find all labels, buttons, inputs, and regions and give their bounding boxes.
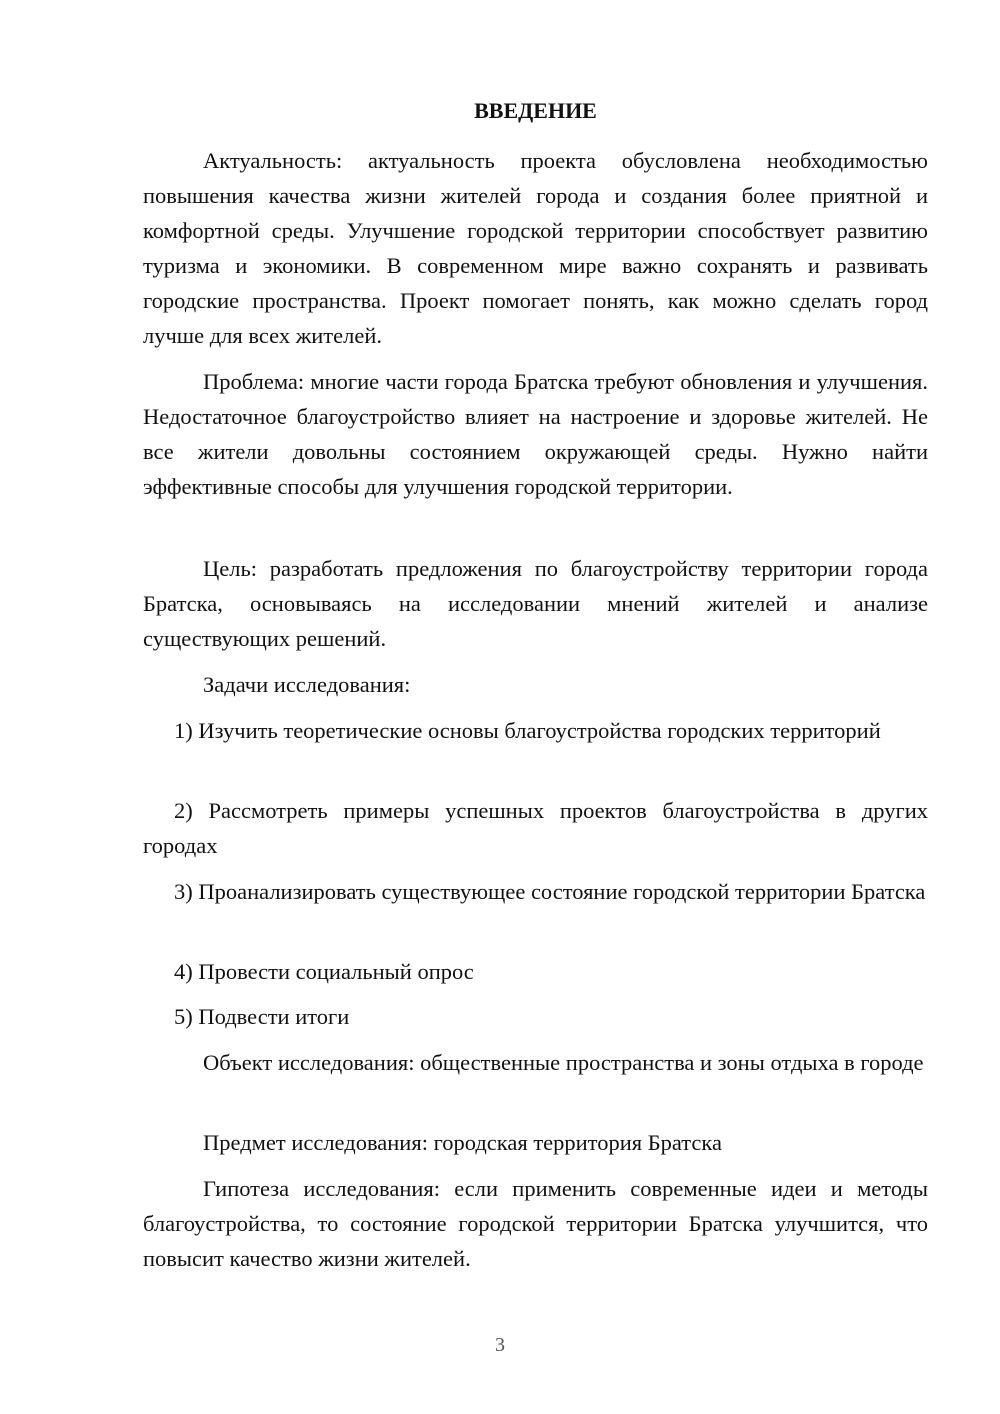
page-number: 3	[495, 1334, 505, 1356]
paragraph-subject: Предмет исследования: городская территория Братска	[203, 1130, 722, 1155]
paragraph-goal: Цель: разработать предложения по благоустройству территории города Братска, основываясь на исследовании мнений жителей и анализе существующих решений.	[143, 556, 928, 651]
page-title: ВВЕДЕНИЕ	[474, 98, 597, 123]
paragraph-problem: Проблема: многие части города Братска требуют обновления и улучшения. Недостаточное благоустройство влияет на настроение и здоровье жителей. Не все жители довольны состоянием окружающей среды. Нужно найти эффективные способы для улучшения городской территории.	[143, 369, 928, 499]
paragraph-object: Объект исследования: общественные пространства и зоны отдыха в городе	[203, 1050, 924, 1075]
list-item-task-1: 1) Изучить теоретические основы благоустройства городских территорий	[174, 718, 881, 743]
paragraph-relevance: Актуальность: актуальность проекта обусловлена необходимостью повышения качества жизни жителей города и создания более приятной и комфортной среды. Улучшение городской территории способствует развитию туризма и экономики. В современном мире важно сохранять и развивать городские пространства. Проект помогает понять, как можно сделать город лучше для всех жителей.	[143, 148, 928, 348]
list-item-task-3: 3) Проанализировать существующее состояние городской территории Братска	[174, 879, 926, 904]
paragraph-hypothesis: Гипотеза исследования: если применить современные идеи и методы благоустройства, то состояние городской территории Братска улучшится, что повысит качество жизни жителей.	[143, 1176, 928, 1271]
list-item-task-4: 4) Провести социальный опрос	[174, 959, 474, 984]
list-item-task-5: 5) Подвести итоги	[174, 1004, 350, 1029]
list-item-task-2: 2) Рассмотреть примеры успешных проектов благоустройства в других городах	[143, 798, 928, 858]
paragraph-tasks-title: Задачи исследования:	[203, 672, 411, 697]
